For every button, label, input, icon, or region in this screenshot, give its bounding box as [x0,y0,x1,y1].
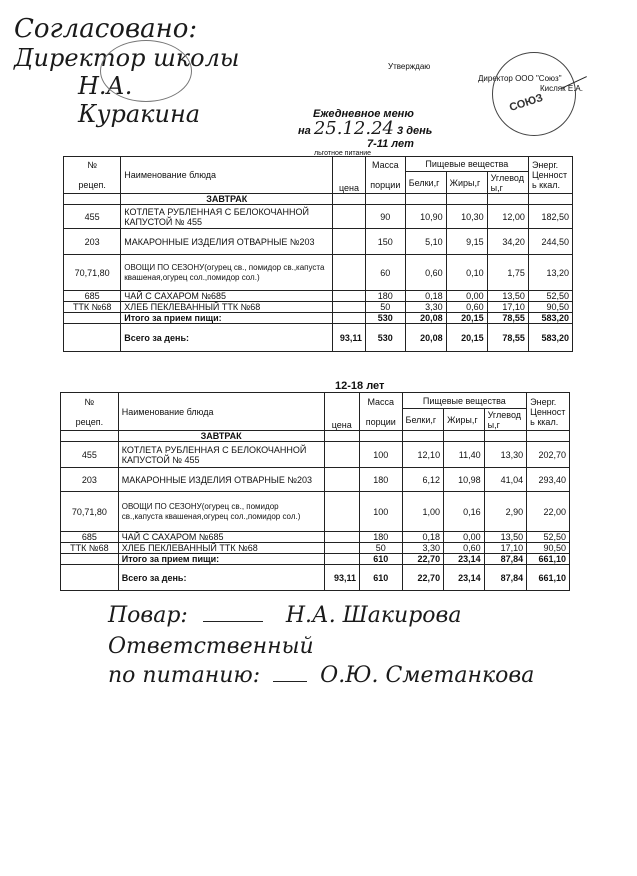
header-carb: Углевод ы,г [484,409,527,431]
header-recipe: № рецеп. [64,157,121,194]
section-breakfast: ЗАВТРАК [118,431,324,442]
table-row: 685 ЧАЙ С САХАРОМ №685 180 0,18 0,00 13,50 52,50 [64,291,573,302]
total-row: Всего за день: 93,11 610 22,70 23,14 87,84 661,10 [61,565,570,591]
approval-name: Н.А. Куракина [78,72,201,128]
menu-date-line [298,118,432,139]
header-energy: Энерг. Ценност ь ккал. [528,157,572,194]
cook-label: Повар: [108,603,188,628]
responsible-label-2: по питанию: [108,663,261,688]
table-row: 203 МАКАРОННЫЕ ИЗДЕЛИЯ ОТВАРНЫЕ №203 180 6,12 10,98 41,04 293,40 [61,468,570,492]
responsible-name: О.Ю. Сметанкова [320,663,535,688]
approval-title: Согласовано: [14,14,198,44]
director-label: Директор ООО "Союз" [478,74,562,83]
header-nutrients: Пищевые вещества [402,393,527,409]
date-prefix: на [298,125,311,137]
header-nutrients: Пищевые вещества [405,157,528,172]
director-name: Кисляк Е.А. [540,84,583,93]
company-stamp [492,52,576,136]
header-price: цена [333,157,366,194]
footer-signatures [108,600,538,690]
school-stamp [100,40,192,102]
subtotal-row: Итого за прием пищи: 530 20,08 20,15 78,55 583,20 [64,313,573,324]
header-price: цена [324,393,359,431]
header-carb: Углевод ы,г [487,172,528,194]
header-protein: Белки,г [405,172,446,194]
date-handwritten: 25.12.24 [313,118,394,139]
header-mass: Масса порции [359,393,402,431]
header-fat: Жиры,г [446,172,487,194]
table-row: 70,71,80 ОВОЩИ ПО СЕЗОНУ(огурец св., помидор св.,капуста квашеная,огурец сол.,помидор сол.) 100 1,00 0,16 2,90 22,00 [61,492,570,532]
day-number: 3 день [397,125,433,137]
table-row: 203 МАКАРОННЫЕ ИЗДЕЛИЯ ОТВАРНЫЕ №203 150 5,10 9,15 34,20 244,50 [64,229,573,255]
responsible-line [108,662,538,690]
table-row: 455 КОТЛЕТА РУБЛЕННАЯ С БЕЛОКОЧАННОЙ КАПУСТОЙ № 455 100 12,10 11,40 13,30 202,70 [61,442,570,468]
section-breakfast: ЗАВТРАК [121,194,333,205]
cook-line [108,600,538,632]
subtotal-row: Итого за прием пищи: 610 22,70 23,14 87,84 661,10 [61,554,570,565]
table-row: 455 КОТЛЕТА РУБЛЕННАЯ С БЕЛОКОЧАННОЙ КАПУСТОЙ № 455 90 10,90 10,30 12,00 182,50 [64,205,573,229]
header-energy: Энерг. Ценност ь ккал. [527,393,570,431]
approved-label: Утверждаю [388,62,431,71]
age-group-1: 7-11 лет [367,138,414,150]
menu-table-12-18 [60,392,570,591]
stamp-text: СОЮЗ [507,91,545,115]
table-row: 70,71,80 ОВОЩИ ПО СЕЗОНУ(огурец св., помидор св.,капуста квашеная,огурец сол.,помидор сол.) 60 0,60 0,10 1,75 13,20 [64,255,573,291]
table1-note: льготное питание [314,150,372,157]
header-fat: Жиры,г [444,409,485,431]
responsible-signature [273,681,307,682]
header-recipe: № рецеп. [61,393,119,431]
age-group-2: 12-18 лет [335,380,385,392]
cook-name: Н.А. Шакирова [285,603,462,628]
cook-signature [203,621,263,622]
total-row: Всего за день: 93,11 530 20,08 20,15 78,55 583,20 [64,324,573,352]
header-dish-name: Наименование блюда [118,393,324,431]
header-protein: Белки,г [402,409,444,431]
table-row: ТТК №68 ХЛЕБ ПЕКЛЕВАННЫЙ ТТК №68 50 3,30 0,60 17,10 90,50 [64,302,573,313]
table-row: 685 ЧАЙ С САХАРОМ №685 180 0,18 0,00 13,50 52,50 [61,532,570,543]
menu-table-7-11 [63,156,573,352]
header-mass: Масса порции [365,157,405,194]
responsible-label: Ответственный [108,634,314,659]
menu-title: Ежедневное меню [313,108,414,120]
table-row: ТТК №68 ХЛЕБ ПЕКЛЕВАННЫЙ ТТК №68 50 3,30 0,60 17,10 90,50 [61,543,570,554]
header-dish-name: Наименование блюда [121,157,333,194]
approval-position: Директор школы [14,44,240,72]
